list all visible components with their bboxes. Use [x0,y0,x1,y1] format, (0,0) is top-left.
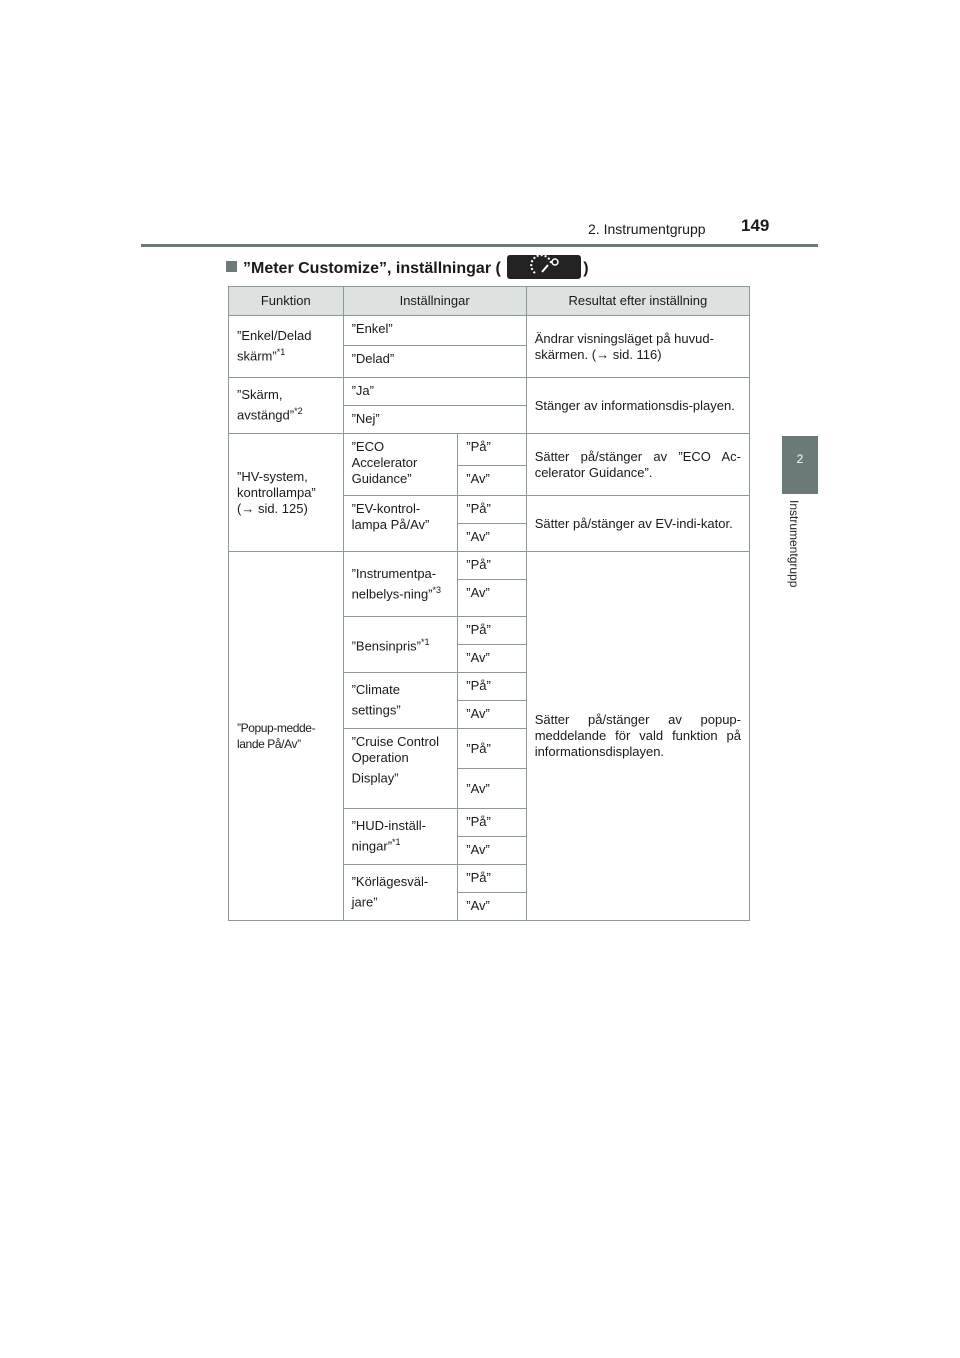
option-cell: ”Av” [458,580,526,617]
col-header-function: Funktion [229,287,344,316]
option-cell: ”Enkel” [343,316,526,346]
option-cell: ”Av” [458,524,526,552]
option-cell: ”Av” [458,769,526,809]
result-cell: Sätter på/stänger av popup-meddelande för vald funktion på informationsdisplayen. [526,552,749,921]
option-cell: ”På” [458,673,526,701]
option-cell: ”På” [458,729,526,769]
option-cell: ”På” [458,552,526,580]
subfunction-cell: ”Körlägesväl-jare” [343,865,458,921]
header-rule [141,244,818,247]
col-header-result: Resultat efter inställning [526,287,749,316]
function-cell: ”Skärm, avstängd”$^{*2}$ [229,378,344,434]
option-cell: ”Av” [458,893,526,921]
page-number: 149 [741,216,770,235]
subfunction-cell: ”ECO Accelerator Guidance” [343,434,458,496]
subfunction-cell: ”Cruise Control Operation Display” [343,729,458,809]
subfunction-cell: ”Instrumentpa-nelbelys-ning”$^{*3}$ [343,552,458,617]
option-cell: ”Av” [458,837,526,865]
table-row [229,316,750,346]
option-cell: ”Nej” [343,406,526,434]
function-cell: ”Enkel/Delad skärm”$^{*1}$ [229,316,344,378]
subfunction-cell: ”HUD-inställ-ningar”$^{*1}$ [343,809,458,865]
subfunction-cell: ”Climate settings” [343,673,458,729]
result-cell: Sätter på/stänger av ”ECO Ac-celerator Guidance”. [526,434,749,496]
table-row [229,552,750,580]
chapter-tab: 2 [782,436,818,494]
meter-gauge-icon [507,255,581,279]
option-cell: ”Av” [458,466,526,496]
result-cell: Ändrar visningsläget på huvud-skärmen. (→ sid. 116) [526,316,749,378]
subfunction-cell: ”EV-kontrol-lampa På/Av” [343,496,458,552]
square-bullet-icon [226,261,237,272]
option-cell: ”På” [458,434,526,466]
option-cell: ”På” [458,809,526,837]
table-header-row [229,287,750,316]
chapter-label: Instrumentgrupp [787,500,801,588]
option-cell: ”Av” [458,701,526,729]
function-cell: ”HV-system, kontrollampa” (→ sid. 125) [229,434,344,552]
subfunction-cell: ”Bensinpris”$^{*1}$ [343,617,458,673]
option-cell: ”Delad” [343,346,526,378]
result-cell: Sätter på/stänger av EV-indi-kator. [526,496,749,552]
settings-table [228,286,750,921]
function-cell: ”Popup-medde-lande På/Av” [229,552,344,921]
col-header-settings: Inställningar [343,287,526,316]
table-row [229,378,750,406]
result-cell: Stänger av informationsdis-playen. [526,378,749,434]
option-cell: ”På” [458,865,526,893]
option-cell: ”På” [458,496,526,524]
option-cell: ”Av” [458,645,526,673]
section-heading: ”Meter Customize”, inställningar ( ) [226,255,589,279]
option-cell: ”Ja” [343,378,526,406]
table-row [229,434,750,466]
option-cell: ”På” [458,617,526,645]
section-title: 2. Instrumentgrupp [588,221,706,237]
